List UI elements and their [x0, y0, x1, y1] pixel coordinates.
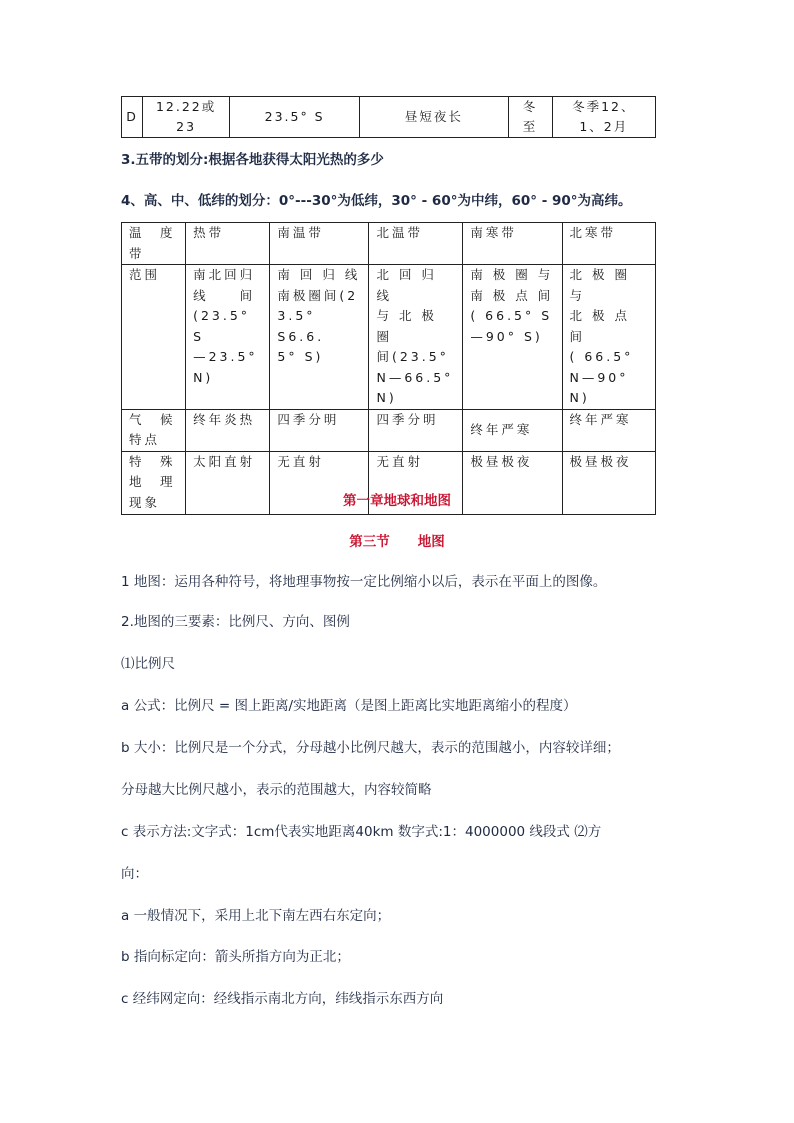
table-cell: 四季分明	[270, 409, 369, 451]
top-table	[121, 96, 656, 138]
table-header: 温 度 带	[122, 223, 186, 265]
table-cell: 特 殊 地 理 现象	[122, 451, 186, 514]
section-number: 第三节	[349, 534, 390, 550]
paragraph-scale-formula: a 公式：比例尺 = 图上距离/实地距离（是图上距离比实地距离缩小的程度）	[121, 698, 577, 714]
table-cell: 南北回归 线 间 (23.5° S —23.5° N)	[186, 265, 270, 410]
table-cell: 北 回 归 线 与 北 极 圈 间(23.5° N—66.5° N)	[369, 265, 463, 410]
paragraph-scale-methods: c 表示方法:文字式：1cm代表实地距离40km 数字式:1：4000000 线段式 ⑵方	[121, 824, 602, 840]
table-cell: 终年严寒	[463, 409, 562, 451]
table-cell: 气 候 特点	[122, 409, 186, 451]
table-cell: 无直射	[369, 451, 463, 514]
top-cell-date: 12.22或 23	[143, 97, 230, 138]
section-3-title: 3.五带的划分:根据各地获得太阳光热的多少	[121, 152, 384, 168]
table-cell: 极昼极夜	[562, 451, 656, 514]
table-row	[122, 409, 656, 451]
table-header: 北寒带	[562, 223, 656, 265]
table-header-row	[122, 223, 656, 265]
top-cell-d: D	[122, 97, 143, 138]
paragraph-scale-size: b 大小：比例尺是一个分式，分母越小比例尺越大，表示的范围越小，内容较详细；	[121, 740, 620, 756]
table-cell: 南 极 圈 与 南 极 点 间 ( 66.5° S —90° S)	[463, 265, 562, 410]
paragraph-scale-size-cont: 分母越大比例尺越小，表示的范围越大，内容较简略	[121, 782, 432, 798]
table-cell: 范围	[122, 265, 186, 410]
table-cell: 极昼极夜	[463, 451, 562, 514]
chapter-title: 第一章地球和地图	[343, 493, 451, 509]
table-header: 南温带	[270, 223, 369, 265]
table-row	[122, 265, 656, 410]
paragraph-direction-heading: 向：	[121, 866, 148, 882]
table-cell: 北 极 圈 与 北 极 点 间 ( 66.5° N—90° N)	[562, 265, 656, 410]
table-cell: 终年严寒	[562, 409, 656, 451]
table-cell: 四季分明	[369, 409, 463, 451]
paragraph-direction-grid: c 经纬网定向：经线指示南北方向，纬线指示东西方向	[121, 991, 444, 1007]
paragraph-direction-general: a 一般情况下，采用上北下南左西右东定向；	[121, 908, 391, 924]
top-cell-months: 冬季12、 1、2月	[552, 97, 655, 138]
table-header: 热带	[186, 223, 270, 265]
table-cell: 太阳直射	[186, 451, 270, 514]
table-header: 南寒带	[463, 223, 562, 265]
top-cell-latitude: 23.5° S	[230, 97, 360, 138]
table-cell: 无直射	[270, 451, 369, 514]
temperature-zone-table	[121, 222, 656, 515]
paragraph-map-elements: 2.地图的三要素：比例尺、方向、图例	[121, 614, 350, 630]
table-header: 北温带	[369, 223, 463, 265]
table-cell: 终年炎热	[186, 409, 270, 451]
section-name: 地图	[417, 534, 445, 550]
section-4-text: 4、高、中、低纬的划分：0°---30°为低纬，30° - 60°为中纬，60° - 90°为高纬。	[121, 193, 632, 209]
paragraph-map-definition: 1 地图：运用各种符号，将地理事物按一定比例缩小以后，表示在平面上的图像。	[121, 574, 607, 590]
section-title	[0, 530, 794, 550]
top-cell-solstice: 冬 至	[508, 97, 552, 138]
table-cell: 南 回 归 线 南极圈间(2 3.5° S6.6. 5° S)	[270, 265, 369, 410]
paragraph-direction-arrow: b 指向标定向：箭头所指方向为正北；	[121, 949, 350, 965]
top-cell-daylength: 昼短夜长	[360, 97, 508, 138]
paragraph-scale-heading: ⑴比例尺	[121, 656, 175, 672]
